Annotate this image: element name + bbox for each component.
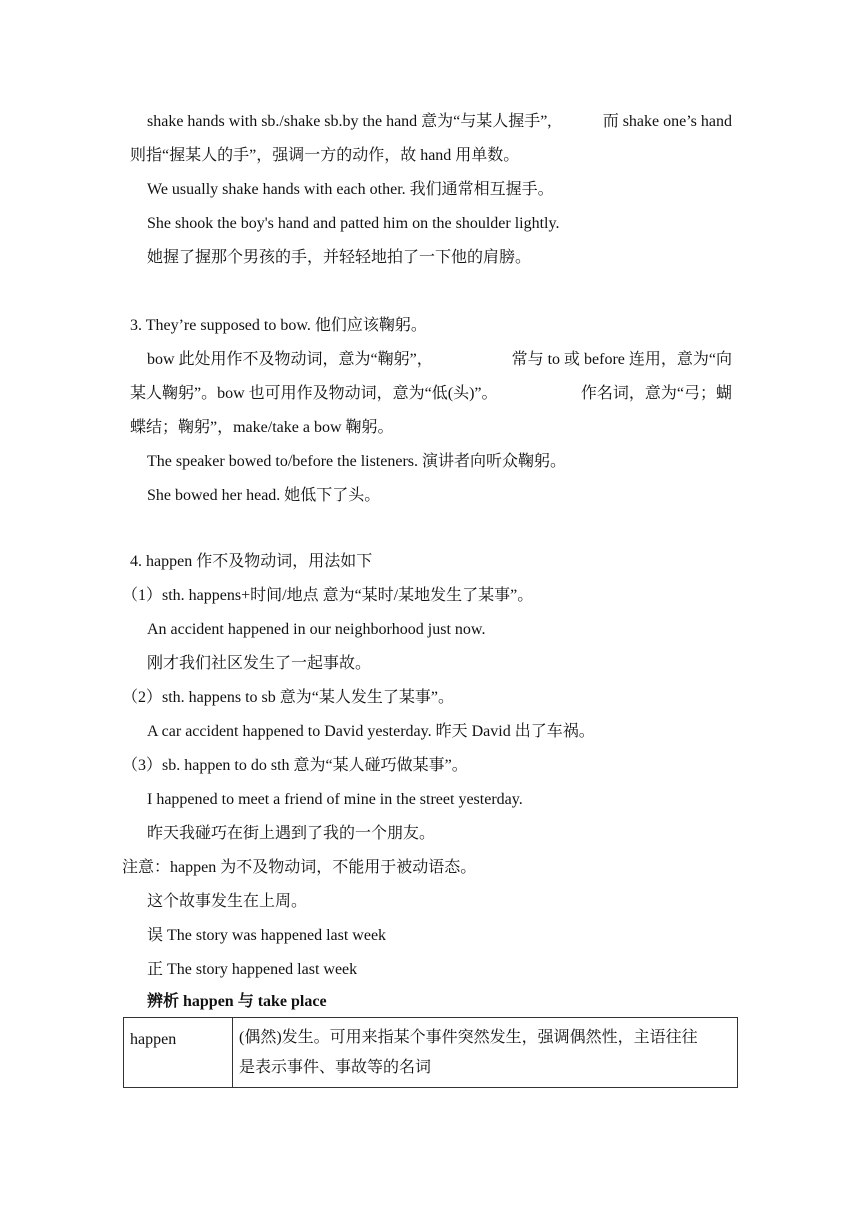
usage-item: （3）sb. happen to do sth 意为“某人碰巧做某事”。: [122, 757, 468, 774]
paragraph-line: [130, 350, 732, 370]
section-heading: 3. They’re supposed to bow. 他们应该鞠躬。: [130, 317, 427, 334]
example-sentence: She shook the boy's hand and patted him on the shoulder lightly.: [147, 215, 560, 232]
example-translation: 昨天我碰巧在街上遇到了我的一个朋友。: [147, 825, 436, 842]
example-sentence: An accident happened in our neighborhood just now.: [147, 621, 486, 638]
text-span: shake hands with sb./shake sb.by the hand 意为“与某人握手”,: [147, 113, 552, 130]
wrong-example: 误 The story was happened last week: [147, 927, 387, 944]
text-span: 某人鞠躬”。bow 也可用作及物动词，意为“低(头)”。: [130, 385, 498, 402]
example-translation: 她握了握那个男孩的手，并轻轻地拍了一下他的肩膀。: [147, 249, 532, 266]
example-sentence: We usually shake hands with each other. 我们通常相互握手。: [147, 181, 554, 198]
example-translation: 这个故事发生在上周。: [147, 893, 308, 910]
paragraph-line: 则指“握某人的手”，强调一方的动作，故 hand 用单数。: [130, 147, 520, 164]
text-span: bow 此处用作不及物动词，意为“鞠躬”，: [147, 351, 433, 368]
usage-item: （1）sth. happens+时间/地点 意为“某时/某地发生了某事”。: [122, 587, 534, 604]
text-span: 而 shake one’s hand: [602, 113, 732, 130]
example-sentence: I happened to meet a friend of mine in the street yesterday.: [147, 791, 523, 808]
comparison-table: [123, 1017, 738, 1088]
text-span: 常与 to 或 before 连用，意为“向: [511, 351, 732, 368]
comparison-heading: 辨析 happen 与 take place: [147, 993, 327, 1010]
table-cell-term: happen: [124, 1018, 233, 1088]
paragraph-line: [130, 112, 732, 132]
example-sentence: A car accident happened to David yesterday. 昨天 David 出了车祸。: [147, 723, 595, 740]
example-sentence: The speaker bowed to/before the listeners. 演讲者向听众鞠躬。: [147, 453, 567, 470]
paragraph-line: [130, 384, 732, 404]
table-cell-description: [233, 1018, 738, 1088]
note-line: 注意：happen 为不及物动词，不能用于被动语态。: [122, 859, 477, 876]
usage-item: （2）sth. happens to sb 意为“某人发生了某事”。: [122, 689, 454, 706]
text-span: 作名词，意为“弓；蝴: [580, 385, 732, 402]
correct-example: 正 The story happened last week: [147, 961, 358, 978]
description-line: (偶然)发生。可用来指某个事件突然发生，强调偶然性，主语往往: [239, 1029, 698, 1046]
table-row: [124, 1018, 738, 1088]
description-line: 是表示事件、事故等的名词: [239, 1059, 432, 1076]
example-translation: 刚才我们社区发生了一起事故。: [147, 655, 372, 672]
example-sentence: She bowed her head. 她低下了头。: [147, 487, 381, 504]
section-heading: 4. happen 作不及物动词，用法如下: [130, 553, 373, 570]
paragraph-line: 蝶结；鞠躬”，make/take a bow 鞠躬。: [130, 419, 394, 436]
